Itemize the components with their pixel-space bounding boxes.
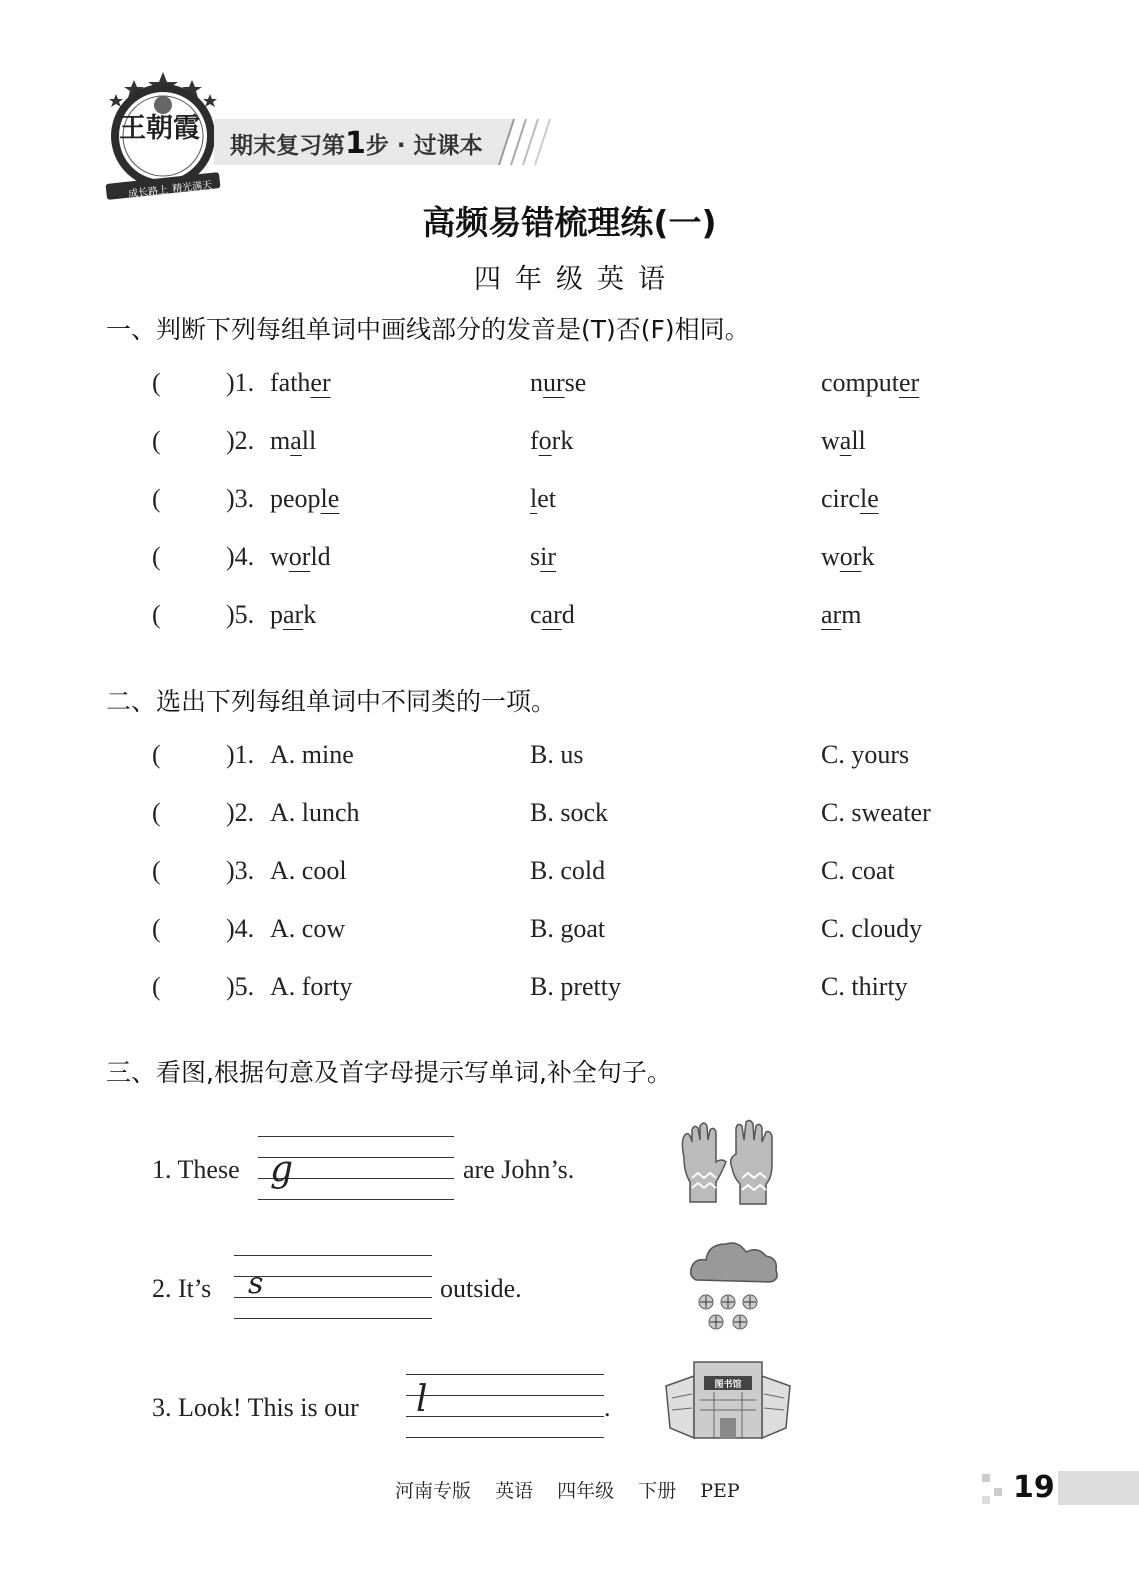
word-a: park xyxy=(270,600,317,629)
s2-row-3 xyxy=(0,856,1139,896)
answer-blank[interactable]: ( xyxy=(152,426,161,455)
word-c: computer xyxy=(821,368,920,397)
s2-q3-num: )3. xyxy=(226,856,255,885)
word-a: world xyxy=(270,542,331,571)
s3-item1-before: 1. These xyxy=(152,1155,240,1184)
word-a: father xyxy=(270,368,331,397)
page-number-bar xyxy=(1058,1471,1139,1505)
option-a: A. cow xyxy=(270,914,346,943)
section2-heading: 二、选出下列每组单词中不同类的一项。 xyxy=(106,687,557,716)
answer-blank[interactable]: ( xyxy=(152,856,161,885)
page-title: 高频易错梳理练(一) xyxy=(422,203,717,242)
s1-row-4 xyxy=(0,542,1139,582)
s1-q5-num: )5. xyxy=(226,600,255,629)
s1-row-3 xyxy=(0,484,1139,524)
option-a: A. lunch xyxy=(270,798,360,827)
footer-subject: 英语 xyxy=(495,1480,534,1502)
word-b: let xyxy=(530,484,556,513)
word-a: people xyxy=(270,484,340,513)
s2-row-1 xyxy=(0,740,1139,780)
s3-item3-before: 3. Look! This is our xyxy=(152,1393,359,1422)
option-b: B. cold xyxy=(530,856,606,885)
snow-cloud-icon xyxy=(686,1236,782,1336)
page-number: 19 xyxy=(1013,1470,1055,1505)
handwriting-lines-3[interactable] xyxy=(406,1374,604,1440)
section1-heading: 一、判断下列每组单词中画线部分的发音是(T)否(F)相同。 xyxy=(106,315,750,344)
word-c: circle xyxy=(821,484,879,513)
s1-q3-num: )3. xyxy=(226,484,255,513)
s1-q2-num: )2. xyxy=(226,426,255,455)
s1-q1-num: )1. xyxy=(226,368,255,397)
s2-row-2 xyxy=(0,798,1139,838)
s3-item3-after: . xyxy=(604,1393,611,1422)
decor-square xyxy=(994,1488,1002,1496)
answer-blank[interactable]: ( xyxy=(152,740,161,769)
word-b: sir xyxy=(530,542,557,571)
word-c: arm xyxy=(821,600,862,629)
logo-name: 王朝霞 xyxy=(119,113,200,144)
s1-q4-num: )4. xyxy=(226,542,255,571)
banner-suffix: 步 · 过课本 xyxy=(365,133,483,159)
decor-square xyxy=(982,1474,990,1482)
s3-item2-hint: s xyxy=(248,1266,264,1301)
answer-blank[interactable]: ( xyxy=(152,914,161,943)
banner-number: 1 xyxy=(345,126,366,161)
footer-edition: 河南专版 xyxy=(395,1480,472,1502)
page-subtitle: 四年级英语 xyxy=(474,264,679,295)
logo-motto-left: 成长路上 xyxy=(127,184,169,201)
word-b: card xyxy=(530,600,575,629)
s1-row-5 xyxy=(0,600,1139,640)
option-b: B. us xyxy=(530,740,584,769)
s2-q2-num: )2. xyxy=(226,798,255,827)
s2-row-4 xyxy=(0,914,1139,954)
banner-prefix: 期末复习第 xyxy=(230,133,345,159)
word-b: nurse xyxy=(530,368,587,397)
answer-blank[interactable]: ( xyxy=(152,542,161,571)
option-b: B. goat xyxy=(530,914,606,943)
option-a: A. cool xyxy=(270,856,347,885)
answer-blank[interactable]: ( xyxy=(152,972,161,1001)
option-a: A. forty xyxy=(270,972,353,1001)
footer-volume: 下册 xyxy=(638,1480,677,1502)
s2-row-5 xyxy=(0,972,1139,1012)
option-b: B. pretty xyxy=(530,972,621,1001)
s2-q1-num: )1. xyxy=(226,740,255,769)
answer-blank[interactable]: ( xyxy=(152,600,161,629)
s1-row-1 xyxy=(0,368,1139,408)
library-sign: 图书馆 xyxy=(714,1380,742,1390)
s3-item2-after: outside. xyxy=(440,1274,522,1303)
handwriting-lines-2[interactable] xyxy=(234,1255,432,1321)
gloves-icon xyxy=(676,1118,784,1210)
banner-text xyxy=(230,126,483,161)
footer-publisher: PEP xyxy=(700,1480,740,1502)
option-b: B. sock xyxy=(530,798,608,827)
s2-q4-num: )4. xyxy=(226,914,255,943)
s3-item1-after: are John’s. xyxy=(463,1155,575,1184)
footer-grade: 四年级 xyxy=(557,1480,615,1502)
word-a: mall xyxy=(270,426,317,455)
answer-blank[interactable]: ( xyxy=(152,368,161,397)
logo-motto-right: 精光满天 xyxy=(171,179,213,196)
option-c: C. cloudy xyxy=(821,914,923,943)
option-c: C. yours xyxy=(821,740,910,769)
option-a: A. mine xyxy=(270,740,354,769)
s3-item3-hint: l xyxy=(416,1379,428,1420)
word-b: fork xyxy=(530,426,574,455)
option-c: C. sweater xyxy=(821,798,931,827)
s3-item1-hint: g xyxy=(270,1149,294,1190)
word-c: work xyxy=(821,542,875,571)
s1-row-2 xyxy=(0,426,1139,466)
section3-heading: 三、看图,根据句意及首字母提示写单词,补全句子。 xyxy=(106,1058,672,1087)
library-building-icon xyxy=(664,1352,792,1444)
answer-blank[interactable]: ( xyxy=(152,484,161,513)
word-c: wall xyxy=(821,426,866,455)
decor-square xyxy=(982,1496,990,1504)
option-c: C. coat xyxy=(821,856,895,885)
footer-info xyxy=(395,1476,758,1503)
answer-blank[interactable]: ( xyxy=(152,798,161,827)
s2-q5-num: )5. xyxy=(226,972,255,1001)
option-c: C. thirty xyxy=(821,972,908,1001)
s3-item2-before: 2. It’s xyxy=(152,1274,212,1303)
